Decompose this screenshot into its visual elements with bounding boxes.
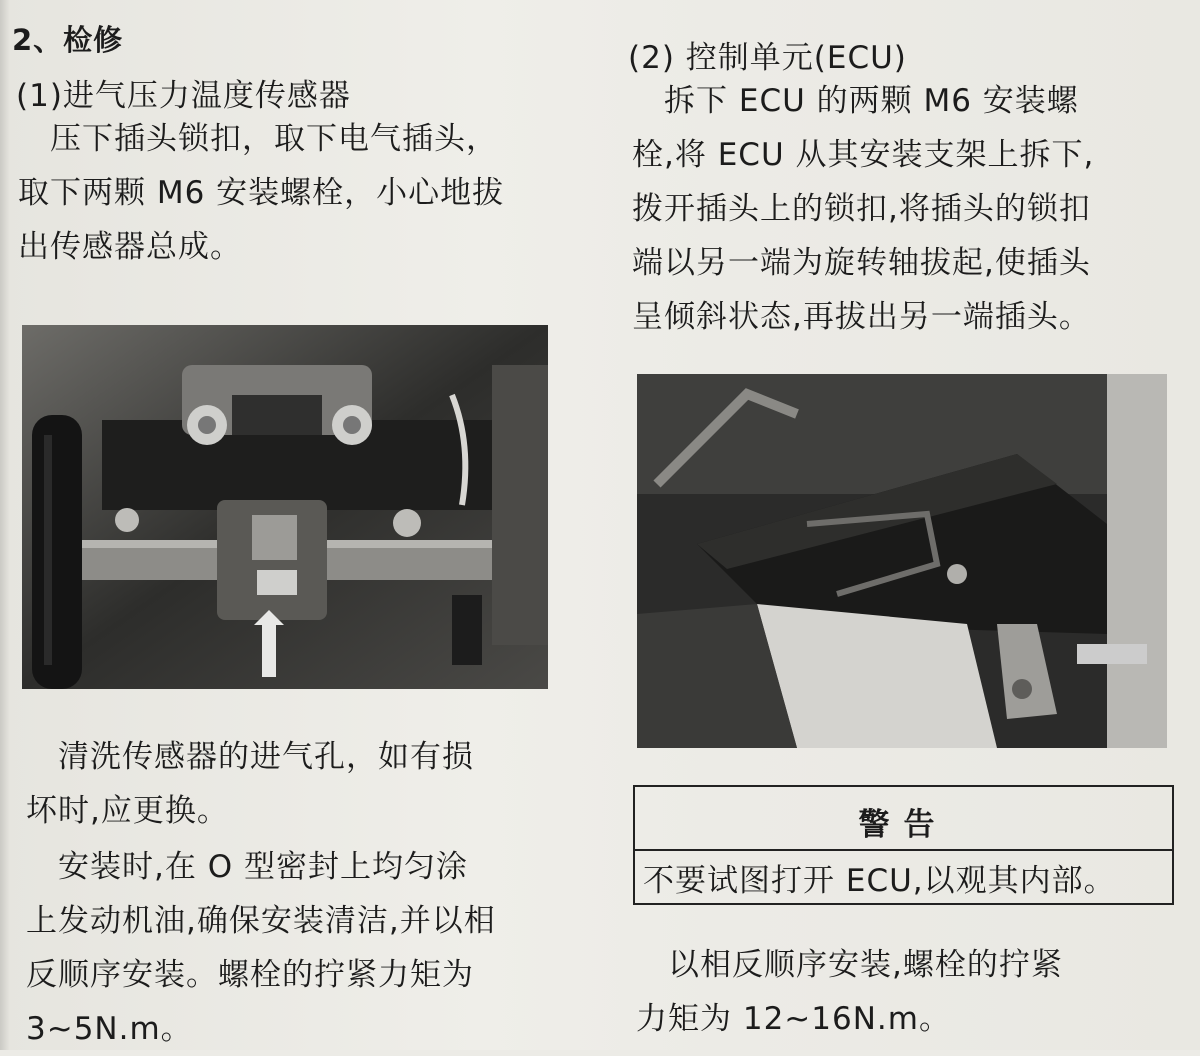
ecu-photo [637, 374, 1167, 748]
sensor-removal-paragraph [18, 112, 504, 274]
paragraph-line: 端以另一端为旋转轴拔起,使插头 [632, 245, 1091, 281]
ecu-removal-paragraph [632, 74, 1094, 344]
paragraph-line: 反顺序安装。螺栓的拧紧力矩为 [26, 957, 474, 993]
paragraph-line: 坏时,应更换。 [26, 793, 229, 829]
warning-title: 警告 [858, 807, 949, 843]
warning-divider [635, 849, 1172, 851]
sensor-photo [22, 325, 548, 689]
paragraph-line: 力矩为 12~16N.m。 [636, 1001, 951, 1037]
paragraph-line: 栓,将 ECU 从其安装支架上拆下, [632, 137, 1095, 173]
sensor-cleaning-paragraph [26, 730, 474, 838]
ecu-install-paragraph [636, 938, 1063, 1046]
ecu-photo-graphic [637, 374, 1167, 748]
subheading-ecu: (2) 控制单元(ECU) [628, 40, 907, 76]
paragraph-line: 呈倾斜状态,再拔出另一端插头。 [632, 299, 1091, 335]
paragraph-line: 清洗传感器的进气孔，如有损 [26, 739, 474, 775]
warning-text: 不要试图打开 ECU,以观其内部。 [643, 863, 1116, 899]
sensor-photo-graphic [22, 325, 548, 689]
section-title: 2、检修 [12, 23, 124, 57]
paragraph-line: 3~5N.m。 [26, 1011, 193, 1047]
subheading-sensor: (1)进气压力温度传感器 [16, 78, 351, 114]
paragraph-line: 拨开插头上的锁扣,将插头的锁扣 [632, 191, 1091, 227]
warning-box [633, 785, 1174, 905]
paragraph-line: 压下插头锁扣，取下电气插头， [18, 121, 498, 157]
sensor-install-paragraph [26, 840, 496, 1056]
paragraph-line: 拆下 ECU 的两颗 M6 安装螺 [632, 83, 1079, 119]
paragraph-line: 安装时,在 O 型密封上均匀涂 [26, 849, 468, 885]
paragraph-line: 取下两颗 M6 安装螺栓，小心地拔 [18, 175, 505, 211]
paragraph-line: 出传感器总成。 [18, 229, 242, 265]
page-binding-shadow [0, 0, 10, 1050]
paragraph-line: 上发动机油,确保安装清洁,并以相 [26, 903, 496, 939]
paragraph-line: 以相反顺序安装,螺栓的拧紧 [636, 947, 1063, 983]
